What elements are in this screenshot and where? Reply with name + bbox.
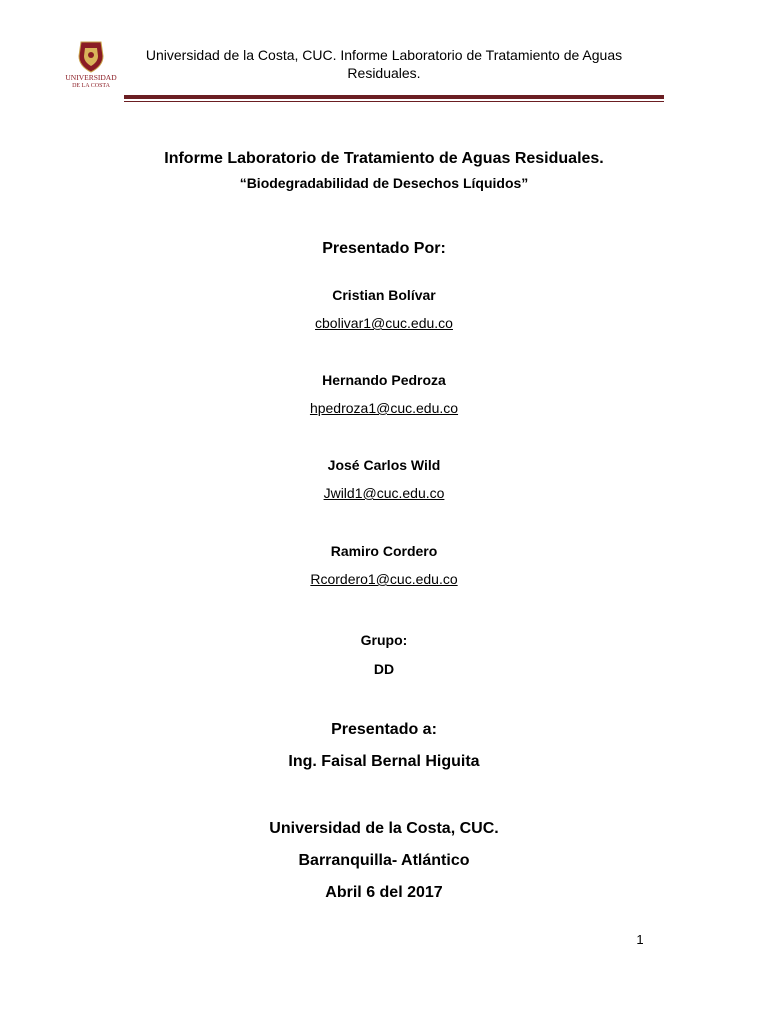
logo-text-line2: DE LA COSTA	[72, 83, 110, 89]
document-title: Informe Laboratorio de Tratamiento de Aguas Residuales.	[164, 150, 604, 167]
author-name: José Carlos Wild	[327, 457, 441, 473]
logo-text-line1: UNIVERSIDAD	[65, 73, 117, 82]
city: Barranquilla- Atlántico	[298, 852, 470, 869]
university-logo	[64, 40, 118, 90]
header-rule-thin	[124, 101, 664, 102]
author-email-link[interactable]: Jwild1@cuc.edu.co	[323, 485, 445, 501]
date: Abril 6 del 2017	[325, 884, 443, 901]
author-name: Hernando Pedroza	[322, 372, 446, 388]
document-subtitle: “Biodegradabilidad de Desechos Líquidos”	[239, 175, 529, 191]
author-name: Ramiro Cordero	[330, 543, 438, 559]
author-name: Cristian Bolívar	[332, 287, 436, 303]
page-number: 1	[636, 932, 644, 947]
group-label: Grupo:	[360, 632, 408, 648]
presented-to-heading: Presentado a:	[331, 721, 437, 738]
header-rule-thick	[124, 95, 664, 99]
group-value: DD	[373, 661, 395, 677]
running-header: Universidad de la Costa, CUC. Informe Laboratorio de Tratamiento de Aguas Residuales.	[145, 47, 623, 81]
author-email-link[interactable]: hpedroza1@cuc.edu.co	[309, 400, 459, 416]
author-email-link[interactable]: Rcordero1@cuc.edu.co	[310, 571, 458, 587]
presented-to-name: Ing. Faisal Bernal Higuita	[288, 753, 480, 770]
author-email-link[interactable]: cbolivar1@cuc.edu.co	[315, 315, 453, 331]
university-name: Universidad de la Costa, CUC.	[269, 820, 499, 837]
presented-by-heading: Presentado Por:	[322, 240, 446, 257]
